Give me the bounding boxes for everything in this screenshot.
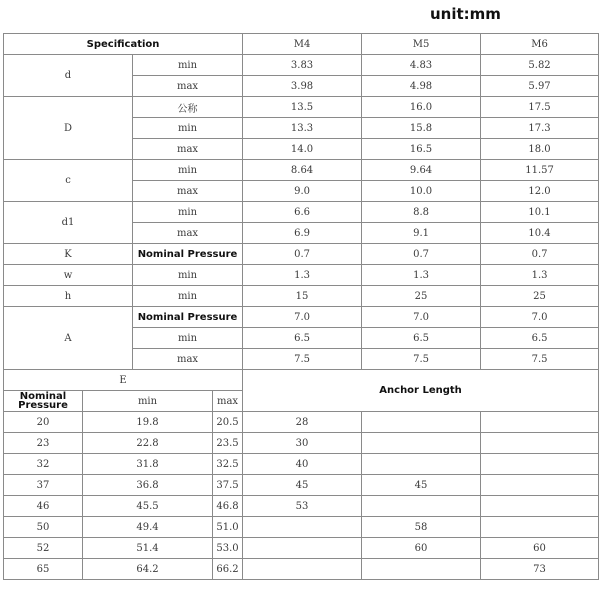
- e-min-value: 45.5: [83, 496, 213, 517]
- m5-header: M5: [362, 34, 481, 55]
- anchor-m5: [362, 496, 481, 517]
- nominal-value: 50: [4, 517, 83, 538]
- row-label-d1: d1: [4, 202, 133, 244]
- table-row: [4, 517, 599, 538]
- m6-value: 6.5: [481, 328, 599, 349]
- anchor-m6: [481, 433, 599, 454]
- m4-value: 6.6: [243, 202, 362, 223]
- m4-value: 9.0: [243, 181, 362, 202]
- e-max-header: max: [213, 391, 243, 412]
- m4-value: 3.98: [243, 76, 362, 97]
- m4-value: 7.5: [243, 349, 362, 370]
- m5-value: 7.5: [362, 349, 481, 370]
- e-max-value: 37.5: [213, 475, 243, 496]
- anchor-m4: 45: [243, 475, 362, 496]
- e-header-row: [4, 370, 599, 391]
- sub-label: Nominal Pressure: [133, 307, 243, 328]
- m5-value: 7.0: [362, 307, 481, 328]
- row-label-w: w: [4, 265, 133, 286]
- e-max-value: 46.8: [213, 496, 243, 517]
- anchor-m5: [362, 433, 481, 454]
- anchor-m4: 28: [243, 412, 362, 433]
- m5-value: 4.83: [362, 55, 481, 76]
- table-row: [4, 286, 599, 307]
- e-min-value: 51.4: [83, 538, 213, 559]
- m4-value: 7.0: [243, 307, 362, 328]
- table-row: [4, 160, 599, 181]
- sub-label: min: [133, 202, 243, 223]
- m6-value: 25: [481, 286, 599, 307]
- m6-value: 17.3: [481, 118, 599, 139]
- table-row: [4, 538, 599, 559]
- anchor-m6: 60: [481, 538, 599, 559]
- e-max-value: 66.2: [213, 559, 243, 580]
- m6-value: 0.7: [481, 244, 599, 265]
- m6-value: 18.0: [481, 139, 599, 160]
- m5-value: 8.8: [362, 202, 481, 223]
- table-row: [4, 55, 599, 76]
- m6-value: 10.4: [481, 223, 599, 244]
- anchor-m5: [362, 559, 481, 580]
- nominal-value: 32: [4, 454, 83, 475]
- nominal-value: 23: [4, 433, 83, 454]
- m6-value: 11.57: [481, 160, 599, 181]
- row-label-D: D: [4, 97, 133, 160]
- unit-label: unit:mm: [430, 5, 501, 23]
- e-min-value: 36.8: [83, 475, 213, 496]
- table-row: [4, 496, 599, 517]
- anchor-m5: 58: [362, 517, 481, 538]
- table-row: [4, 412, 599, 433]
- row-label-c: c: [4, 160, 133, 202]
- m6-value: 12.0: [481, 181, 599, 202]
- sub-label: 公称: [133, 97, 243, 118]
- m4-value: 15: [243, 286, 362, 307]
- m4-value: 8.64: [243, 160, 362, 181]
- m6-value: 7.5: [481, 349, 599, 370]
- sub-label: max: [133, 76, 243, 97]
- e-min-value: 31.8: [83, 454, 213, 475]
- sub-label: min: [133, 55, 243, 76]
- sub-label: Nominal Pressure: [133, 244, 243, 265]
- table-row: [4, 475, 599, 496]
- anchor-m4: [243, 517, 362, 538]
- sub-label: max: [133, 349, 243, 370]
- anchor-m4: 30: [243, 433, 362, 454]
- m5-value: 10.0: [362, 181, 481, 202]
- anchor-m5: [362, 412, 481, 433]
- m4-value: 13.5: [243, 97, 362, 118]
- e-section-title: E: [4, 370, 243, 391]
- row-label-d: d: [4, 55, 133, 97]
- m4-header: M4: [243, 34, 362, 55]
- table-row: [4, 433, 599, 454]
- specification-table: [3, 33, 599, 580]
- m5-value: 6.5: [362, 328, 481, 349]
- nominal-value: 52: [4, 538, 83, 559]
- anchor-m4: [243, 559, 362, 580]
- e-min-value: 22.8: [83, 433, 213, 454]
- anchor-m5: 45: [362, 475, 481, 496]
- m4-value: 3.83: [243, 55, 362, 76]
- anchor-m4: 53: [243, 496, 362, 517]
- m6-value: 10.1: [481, 202, 599, 223]
- anchor-m4: [243, 538, 362, 559]
- e-max-value: 20.5: [213, 412, 243, 433]
- m6-header: M6: [481, 34, 599, 55]
- anchor-m6: [481, 454, 599, 475]
- m5-value: 16.5: [362, 139, 481, 160]
- e-min-value: 64.2: [83, 559, 213, 580]
- m4-value: 14.0: [243, 139, 362, 160]
- sub-label: min: [133, 286, 243, 307]
- table-row: [4, 307, 599, 328]
- row-label-K: K: [4, 244, 133, 265]
- nominal-value: 46: [4, 496, 83, 517]
- sub-label: max: [133, 181, 243, 202]
- nominal-pressure-header: Nominal Pressure: [4, 391, 83, 412]
- m5-value: 9.64: [362, 160, 481, 181]
- m5-value: 15.8: [362, 118, 481, 139]
- e-min-header: min: [83, 391, 213, 412]
- row-label-A: A: [4, 307, 133, 370]
- m4-value: 6.9: [243, 223, 362, 244]
- anchor-m6: [481, 412, 599, 433]
- m4-value: 1.3: [243, 265, 362, 286]
- m6-value: 17.5: [481, 97, 599, 118]
- anchor-m6: 73: [481, 559, 599, 580]
- e-min-value: 19.8: [83, 412, 213, 433]
- table-row: [4, 97, 599, 118]
- e-max-value: 51.0: [213, 517, 243, 538]
- table-row: [4, 265, 599, 286]
- anchor-length-title: Anchor Length: [243, 370, 599, 412]
- e-max-value: 23.5: [213, 433, 243, 454]
- anchor-m6: [481, 517, 599, 538]
- anchor-m5: [362, 454, 481, 475]
- row-label-h: h: [4, 286, 133, 307]
- m5-value: 1.3: [362, 265, 481, 286]
- m5-value: 25: [362, 286, 481, 307]
- m6-value: 5.97: [481, 76, 599, 97]
- m4-value: 0.7: [243, 244, 362, 265]
- table-row: [4, 244, 599, 265]
- nominal-value: 37: [4, 475, 83, 496]
- nominal-value: 20: [4, 412, 83, 433]
- m6-value: 5.82: [481, 55, 599, 76]
- m4-value: 6.5: [243, 328, 362, 349]
- header-row: [4, 34, 599, 55]
- specification-header: Specification: [4, 34, 243, 55]
- sub-label: min: [133, 265, 243, 286]
- anchor-m6: [481, 475, 599, 496]
- e-min-value: 49.4: [83, 517, 213, 538]
- anchor-m6: [481, 496, 599, 517]
- table-row: [4, 202, 599, 223]
- footer-note-fragment: [3, 594, 303, 597]
- sub-label: min: [133, 328, 243, 349]
- m5-value: 9.1: [362, 223, 481, 244]
- nominal-value: 65: [4, 559, 83, 580]
- anchor-m4: 40: [243, 454, 362, 475]
- m5-value: 4.98: [362, 76, 481, 97]
- sub-label: min: [133, 160, 243, 181]
- e-max-value: 32.5: [213, 454, 243, 475]
- m6-value: 1.3: [481, 265, 599, 286]
- sub-label: min: [133, 118, 243, 139]
- e-max-value: 53.0: [213, 538, 243, 559]
- m4-value: 13.3: [243, 118, 362, 139]
- sub-label: max: [133, 139, 243, 160]
- m5-value: 16.0: [362, 97, 481, 118]
- anchor-m5: 60: [362, 538, 481, 559]
- table-row: [4, 559, 599, 580]
- table-row: [4, 454, 599, 475]
- m6-value: 7.0: [481, 307, 599, 328]
- m5-value: 0.7: [362, 244, 481, 265]
- sub-label: max: [133, 223, 243, 244]
